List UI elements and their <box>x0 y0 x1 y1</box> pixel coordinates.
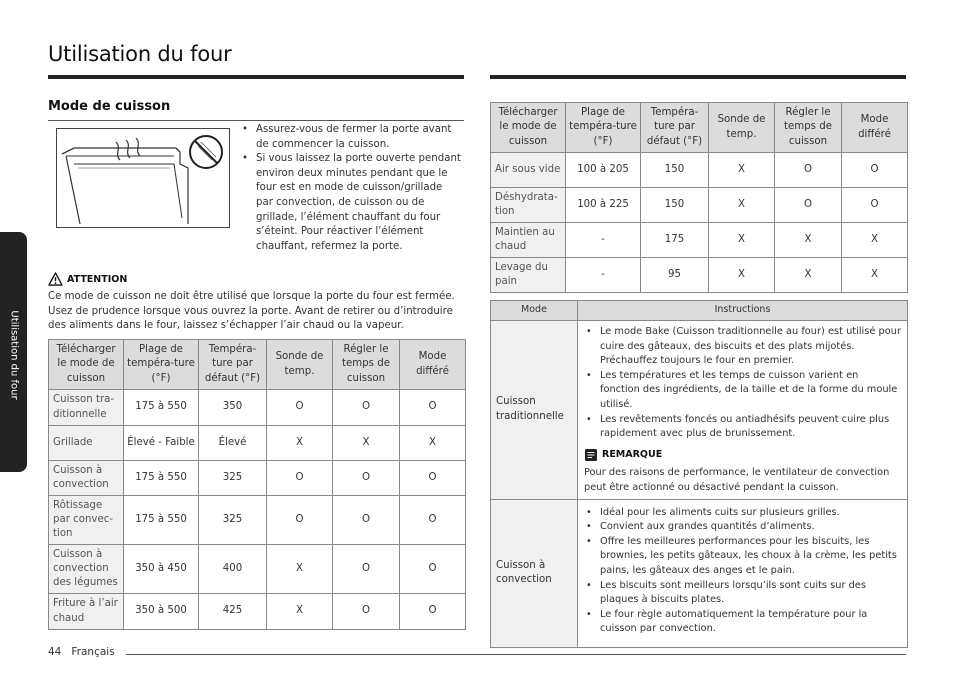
list-item: • Le mode Bake (Cuisson traditionnelle au four) est utilisé pour cuire des gâteaux, des biscuits et des plats mijotés. Préchauffez toujours le four en premier. <box>584 325 901 369</box>
instruction-list <box>584 506 901 637</box>
row-mode: Cuisson tra-ditionnelle <box>49 390 124 426</box>
title-rule-left <box>48 75 464 79</box>
table-cell: O <box>267 390 333 426</box>
table-cell: X <box>775 223 842 258</box>
attention-heading <box>48 272 127 286</box>
table-cell: X <box>709 153 775 188</box>
column-header: Télécharger le mode de cuisson <box>491 103 566 153</box>
attention-text: Ce mode de cuisson ne doit être utilisé que lorsque la porte du four est fermée. Usez de prudence lorsque vous ouvrez la porte. Avant de retirer ou d’introduire des aliments dans le four, laissez s’échapper l’air chaud ou la vapeur. <box>48 291 455 332</box>
table-cell: X <box>333 426 400 461</box>
table-cell: X <box>267 426 333 461</box>
table-cell: O <box>333 545 400 594</box>
row-mode: Maintien au chaud <box>491 223 566 258</box>
table-cell: 175 <box>641 223 709 258</box>
table-cell: 175 à 550 <box>124 461 199 496</box>
table-row <box>49 496 466 545</box>
row-mode: Friture à l’air chaud <box>49 594 124 630</box>
table-cell: O <box>333 461 400 496</box>
column-header: Plage de tempéra-ture (°F) <box>124 340 199 390</box>
table-cell: 350 à 450 <box>124 545 199 594</box>
table-cell: 400 <box>199 545 267 594</box>
table-cell: 175 à 550 <box>124 390 199 426</box>
row-mode: Rôtissage par convec-tion <box>49 496 124 545</box>
table-cell: 100 à 205 <box>566 153 641 188</box>
row-mode: Levage du pain <box>491 258 566 293</box>
note-icon <box>584 448 598 462</box>
list-item: • Les revêtements foncés ou antiadhésifs peuvent cuire plus rapidement avec plus de brunissement. <box>584 413 901 442</box>
table-cell: 325 <box>199 496 267 545</box>
table-row <box>491 153 908 188</box>
list-item: • Idéal pour les aliments cuits sur plusieurs grilles. <box>584 506 901 521</box>
table-cell: X <box>842 223 908 258</box>
table-cell: - <box>566 223 641 258</box>
bullet-item: • Si vous laissez la porte ouverte pendant environ deux minutes pendant que le four est en mode de cuisson/grillade par convection, de cuisson ou de grillade, l’élément chauffant du four s’éteint. Pour réactiver l’élément chauffant, refermez la porte. <box>240 152 462 254</box>
note-heading <box>584 448 901 463</box>
table-cell: X <box>400 426 466 461</box>
table-cell: 425 <box>199 594 267 630</box>
column-header: Sonde de temp. <box>267 340 333 390</box>
page-title: Utilisation du four <box>48 42 232 66</box>
table-cell: 175 à 550 <box>124 496 199 545</box>
attention-label: ATTENTION <box>67 273 128 285</box>
row-mode: Cuisson à convection <box>49 461 124 496</box>
table-row <box>491 258 908 293</box>
cooking-mode-table-right <box>490 102 908 293</box>
table-cell: 350 à 500 <box>124 594 199 630</box>
cooking-mode-table-left <box>48 339 466 630</box>
bullet-item: • Assurez-vous de fermer la porte avant de commencer la cuisson. <box>240 123 462 152</box>
list-item: • Les biscuits sont meilleurs lorsqu’ils sont cuits sur des plaques à biscuits plates. <box>584 579 901 608</box>
table-cell: O <box>400 545 466 594</box>
table-cell: O <box>400 594 466 630</box>
table-cell: O <box>842 153 908 188</box>
table-cell: O <box>333 496 400 545</box>
table-header-row <box>491 301 908 321</box>
table-cell: X <box>842 258 908 293</box>
column-header: Télécharger le mode de cuisson <box>49 340 124 390</box>
column-header: Tempéra-ture par défaut (°F) <box>641 103 709 153</box>
instructions-table <box>490 300 908 648</box>
table-row <box>49 390 466 426</box>
table-cell: O <box>842 188 908 223</box>
table-cell: X <box>709 223 775 258</box>
column-header: Mode différé <box>400 340 466 390</box>
table-row <box>491 188 908 223</box>
table-row <box>49 545 466 594</box>
list-item: • Le four règle automatiquement la température pour la cuisson par convection. <box>584 608 901 637</box>
list-item: • Les températures et les temps de cuisson varient en fonction des ingrédients, de la taille et de la forme du moule utilisé. <box>584 369 901 413</box>
table-cell: O <box>775 188 842 223</box>
table-cell: O <box>400 461 466 496</box>
footer-rule <box>126 654 906 655</box>
table-header-row <box>491 103 908 153</box>
list-item: • Convient aux grandes quantités d’aliments. <box>584 520 901 535</box>
column-header: Sonde de temp. <box>709 103 775 153</box>
instructions-cell <box>578 499 908 647</box>
table-row <box>49 426 466 461</box>
table-row <box>49 461 466 496</box>
row-mode: Cuisson à convection <box>491 499 578 647</box>
table-cell: X <box>709 258 775 293</box>
column-header: Régler le temps de cuisson <box>333 340 400 390</box>
table-cell: 150 <box>641 188 709 223</box>
row-mode: Cuisson traditionnelle <box>491 321 578 500</box>
table-cell: 100 à 225 <box>566 188 641 223</box>
list-item: • Offre les meilleures performances pour les biscuits, les brownies, les petits gâteaux, les choux à la crème, les petits pains, les gâteaux des anges et le pain. <box>584 535 901 579</box>
side-tab-label: Utilisation du four <box>8 310 20 400</box>
section-title: Mode de cuisson <box>48 99 171 114</box>
column-header: Plage de tempéra-ture (°F) <box>566 103 641 153</box>
page-footer <box>48 646 115 658</box>
footer-language: Français <box>71 646 115 658</box>
table-cell: X <box>775 258 842 293</box>
table-cell: O <box>400 390 466 426</box>
table-header-row <box>49 340 466 390</box>
column-header: Mode <box>491 301 578 321</box>
table-row <box>491 223 908 258</box>
note-label: REMARQUE <box>602 448 663 460</box>
column-header: Mode différé <box>842 103 908 153</box>
title-rule-right <box>490 75 906 79</box>
row-mode: Grillade <box>49 426 124 461</box>
table-row <box>49 594 466 630</box>
table-row <box>491 499 908 647</box>
table-cell: X <box>267 545 333 594</box>
instruction-list <box>584 325 901 442</box>
table-cell: 150 <box>641 153 709 188</box>
page-number: 44 <box>48 646 62 658</box>
instructions-cell <box>578 321 908 500</box>
section-rule <box>48 120 464 121</box>
table-cell: X <box>709 188 775 223</box>
table-cell: 350 <box>199 390 267 426</box>
table-cell: O <box>333 390 400 426</box>
row-mode: Air sous vide <box>491 153 566 188</box>
table-cell: Élevé - Faible <box>124 426 199 461</box>
column-header: Tempéra-ture par défaut (°F) <box>199 340 267 390</box>
table-cell: O <box>775 153 842 188</box>
table-cell: O <box>400 496 466 545</box>
table-cell: X <box>267 594 333 630</box>
column-header: Instructions <box>578 301 908 321</box>
table-cell: O <box>267 461 333 496</box>
note-text: Pour des raisons de performance, le ventilateur de convection peut être actionné ou désactivé pendant la cuisson. <box>584 467 890 493</box>
table-cell: 325 <box>199 461 267 496</box>
table-cell: Élevé <box>199 426 267 461</box>
oven-door-illustration <box>56 128 230 228</box>
warning-icon <box>48 272 63 286</box>
door-bullets <box>240 123 462 254</box>
table-cell: O <box>267 496 333 545</box>
table-cell: - <box>566 258 641 293</box>
column-header: Régler le temps de cuisson <box>775 103 842 153</box>
table-cell: O <box>333 594 400 630</box>
table-row <box>491 321 908 500</box>
row-mode: Déshydrata-tion <box>491 188 566 223</box>
row-mode: Cuisson à convection des légumes <box>49 545 124 594</box>
table-cell: 95 <box>641 258 709 293</box>
